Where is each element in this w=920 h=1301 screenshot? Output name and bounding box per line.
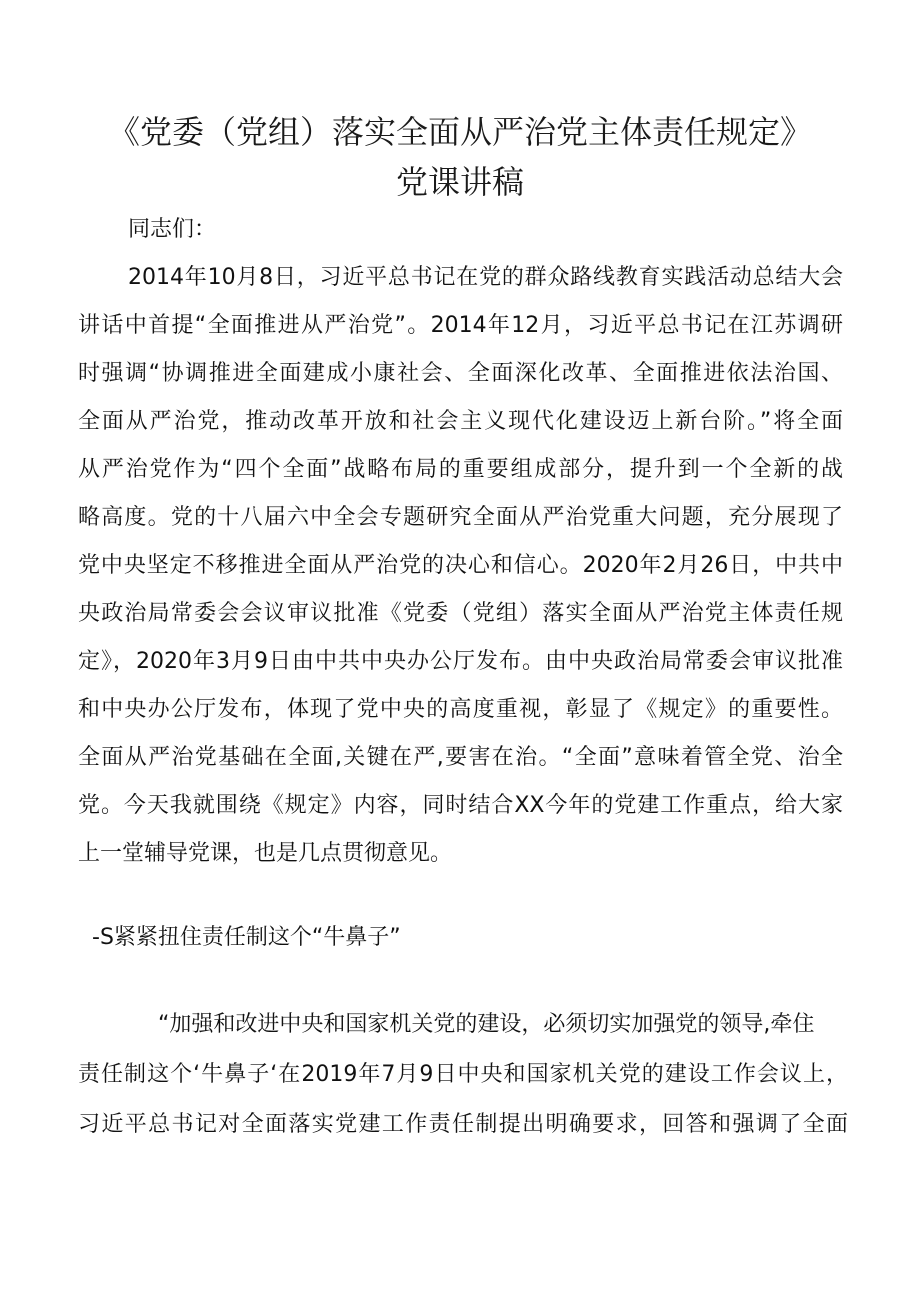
paragraph-1-line: 定》，2020年3月9日由中共中央办公厅发布。由中央政治局常委会审议批准 <box>78 649 843 674</box>
paragraph-1-line: 从严治党作为“四个全面”战略布局的重要组成部分，提升到一个全新的战 <box>78 457 843 482</box>
paragraph-2-line: 责任制这个‘牛鼻子‘在2019年7月9日中央和国家机关党的建设工作会议上， <box>78 1062 848 1087</box>
paragraph-1-line: 全面从严治党基础在全面,关键在严,要害在治。“全面”意味着管全党、治全 <box>78 745 843 770</box>
paragraph-2-line: “加强和改进中央和国家机关党的建设，必须切实加强党的领导,牵住 <box>158 1012 815 1037</box>
section-heading: -S紧紧扭住责任制这个“牛鼻子” <box>92 925 401 950</box>
paragraph-1-line: 讲话中首提“全面推进从严治党”。2014年12月，习近平总书记在江苏调研 <box>78 313 843 338</box>
paragraph-1-line: 央政治局常委会会议审议批准《党委（党组）落实全面从严治党主体责任规 <box>78 601 843 626</box>
paragraph-1-line: 党中央坚定不移推进全面从严治党的决心和信心。2020年2月26日，中共中 <box>78 553 843 578</box>
paragraph-1-line: 略高度。党的十八届六中全会专题研究全面从严治党重大问题，充分展现了 <box>78 505 843 530</box>
paragraph-1-line: 上一堂辅导党课，也是几点贯彻意见。 <box>78 841 453 866</box>
paragraph-1-line: 全面从严治党，推动改革开放和社会主义现代化建设迈上新台阶。”将全面 <box>78 409 843 434</box>
paragraph-1-line: 党。今天我就围绕《规定》内容，同时结合XX今年的党建工作重点，给大家 <box>78 793 843 818</box>
paragraph-1-line: 时强调“协调推进全面建成小康社会、全面深化改革、全面推进依法治国、 <box>78 361 843 386</box>
paragraph-1-line: 和中央办公厅发布，体现了党中央的高度重视，彰显了《规定》的重要性。 <box>78 697 843 722</box>
paragraph-2-line: 习近平总书记对全面落实党建工作责任制提出明确要求，回答和强调了全面 <box>78 1112 848 1137</box>
salutation: 同志们： <box>128 217 217 242</box>
paragraph-1-line: 2014年10月8日，习近平总书记在党的群众路线教育实践活动总结大会 <box>128 265 843 290</box>
document-title-line-1: 《党委（党组）落实全面从严治党主体责任规定》 <box>107 113 812 151</box>
document-title-line-2: 党课讲稿 <box>395 163 524 201</box>
